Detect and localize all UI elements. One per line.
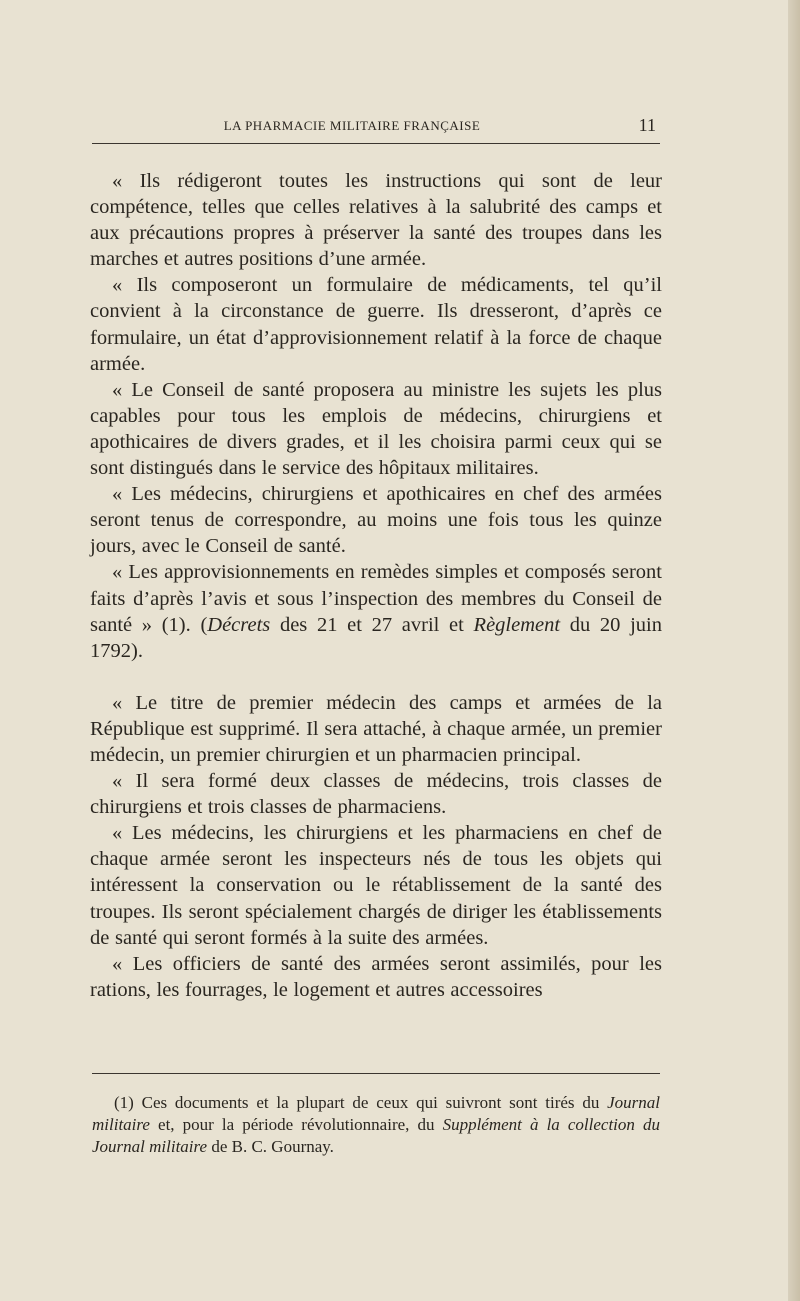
page-header <box>92 115 660 142</box>
footnote <box>92 1092 660 1158</box>
paragraph-text: des 21 et 27 avril et <box>270 613 474 636</box>
italic-text: Règlement <box>473 613 561 636</box>
paragraph: « Les médecins, les chirurgiens et les pharmaciens en chef de chaque armée seront les inspecteurs nés de tous les objets qui intéressent la conservation ou le rétablissement de la santé des troupes. Ils seront spécialement chargés de diriger les établissements de santé qui seront formés à la suite des armées. <box>90 822 662 949</box>
footnote-italic: Journal militaire <box>92 1093 660 1134</box>
header-rule <box>92 143 660 144</box>
footnote-rule <box>92 1073 660 1074</box>
italic-text: Décrets <box>207 613 271 636</box>
footnote-italic: Supplément à la collection du Journal militaire <box>92 1115 660 1156</box>
paragraph: « Les officiers de santé des armées seront assimilés, pour les rations, les fourrages, le logement et autres accessoires <box>90 952 662 1001</box>
paragraph: « Le Conseil de santé proposera au ministre les sujets les plus capables pour tous les emplois de médecins, chirurgiens et apothicaires de divers grades, et il les choisira parmi ceux qui se sont distingués dans le service des hôpitaux militaires. <box>90 378 662 480</box>
paragraph-decree <box>90 559 662 663</box>
page-number: 11 <box>638 115 656 135</box>
paragraph: « Les médecins, chirurgiens et apothicaires en chef des armées seront tenus de correspondre, au moins une fois tous les quinze jours, avec le Conseil de santé. <box>90 483 662 558</box>
paragraph: « Le titre de premier médecin des camps et armées de la République est supprimé. Il sera attaché, à chaque armée, un premier médecin, un premier chirurgien et un pharmacien principal. <box>90 691 662 766</box>
paragraph: « Il sera formé deux classes de médecins, trois classes de chirurgiens et trois classes de pharmaciens. <box>90 770 662 819</box>
body-text <box>90 168 662 1003</box>
footnote-segment: et, pour la période révolutionnaire, du <box>149 1115 443 1134</box>
paragraph: « Ils composeront un formulaire de médicaments, tel qu’il convient à la circonstance de guerre. Ils dresseront, d’après ce formulaire, un état d’approvisionnement relatif à la force de chaque armée. <box>90 274 662 375</box>
footnote-segment: de B. C. Gournay. <box>207 1137 334 1156</box>
paragraph: « Ils rédigeront toutes les instructions qui sont de leur compétence, telles que celles relatives à la salubrité des camps et aux précautions propres à préserver la santé des troupes dans les marches et autres positions d’une armée. <box>90 170 662 271</box>
running-title: LA PHARMACIE MILITAIRE FRANÇAISE <box>223 118 481 133</box>
footnote-segment: (1) Ces documents et la plupart de ceux qui suivront sont tirés du <box>114 1093 608 1112</box>
page-edge <box>788 0 800 1301</box>
paragraph-text: du 20 juin 1792). <box>90 613 662 662</box>
footnote-text <box>92 1092 660 1158</box>
paragraph-text: « Les approvisionnements en remèdes simples et composés seront faits d’après l’avis et sous l’inspection des membres du Conseil de santé » (1). ( <box>90 561 662 636</box>
